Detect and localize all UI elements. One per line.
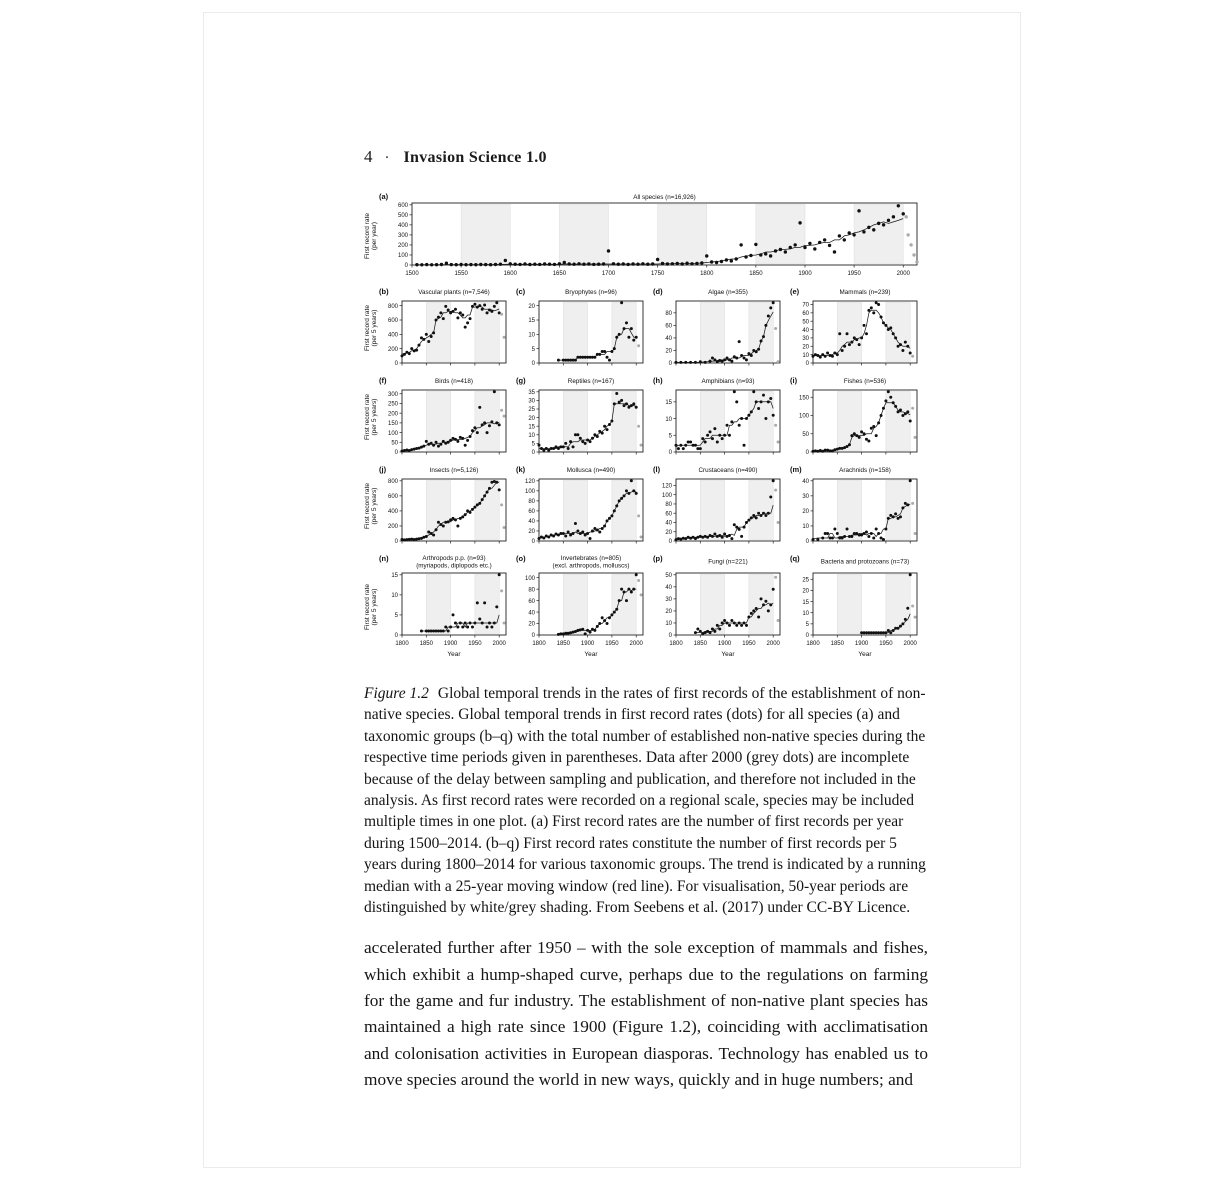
svg-text:0: 0: [805, 539, 809, 546]
page-content: [364, 13, 928, 1093]
figure-caption-label: Figure 1.2: [364, 685, 429, 702]
svg-text:5: 5: [531, 346, 535, 353]
svg-text:1950: 1950: [742, 641, 756, 647]
svg-text:1600: 1600: [503, 271, 517, 277]
panel-letter: (k): [516, 465, 526, 474]
panels-group: [378, 286, 926, 370]
svg-text:0: 0: [394, 361, 398, 368]
panel-subtitle: (myriapods, diplopods etc.): [416, 562, 492, 570]
svg-text:40: 40: [528, 519, 535, 526]
svg-text:1850: 1850: [693, 641, 707, 647]
svg-text:15: 15: [391, 573, 398, 580]
svg-text:10: 10: [528, 332, 535, 339]
panel-letter: (p): [653, 554, 663, 563]
svg-text:1800: 1800: [700, 271, 714, 277]
svg-text:40: 40: [665, 520, 672, 527]
svg-text:100: 100: [661, 492, 672, 499]
panel-a-chart: [378, 191, 926, 281]
panel-letter: (o): [516, 554, 526, 563]
running-header: [364, 147, 928, 167]
svg-text:1900: 1900: [717, 641, 732, 647]
svg-text:0: 0: [668, 539, 672, 546]
panel-letter: (n): [379, 554, 389, 563]
panel-letter: (b): [379, 287, 389, 296]
svg-text:200: 200: [387, 411, 398, 418]
x-axis-label: Year: [858, 651, 872, 658]
svg-text:600: 600: [387, 318, 398, 325]
svg-text:40: 40: [802, 327, 809, 334]
svg-text:1900: 1900: [580, 641, 595, 647]
panel-c-chart: [515, 286, 652, 370]
y-axis-rotated-label: First record rate (per 5 years): [364, 483, 378, 529]
svg-text:1800: 1800: [395, 641, 409, 647]
svg-text:10: 10: [665, 416, 672, 423]
svg-text:0: 0: [394, 450, 398, 457]
svg-text:1550: 1550: [454, 271, 468, 277]
svg-text:100: 100: [387, 430, 398, 437]
panel-n-chart: [378, 553, 515, 661]
svg-text:1950: 1950: [605, 641, 619, 647]
panel-e-chart: [789, 286, 926, 370]
svg-text:20: 20: [528, 621, 535, 628]
svg-text:200: 200: [387, 346, 398, 353]
panels-group: [378, 553, 926, 661]
svg-text:600: 600: [397, 203, 408, 210]
svg-text:0: 0: [668, 450, 672, 457]
svg-text:2000: 2000: [629, 641, 643, 647]
svg-text:200: 200: [387, 524, 398, 531]
x-axis-label: Year: [584, 651, 598, 658]
svg-text:1750: 1750: [650, 271, 665, 277]
panel-title: Reptiles (n=167): [567, 378, 615, 385]
figure-panels: [364, 191, 928, 661]
svg-text:50: 50: [391, 440, 398, 447]
svg-text:2000: 2000: [896, 271, 910, 277]
svg-text:60: 60: [528, 598, 535, 605]
svg-text:1900: 1900: [798, 271, 812, 277]
svg-text:1950: 1950: [847, 271, 861, 277]
panel-title: Mollusca (n=490): [566, 467, 616, 474]
svg-text:25: 25: [802, 577, 809, 584]
svg-text:1850: 1850: [556, 641, 570, 647]
svg-text:0: 0: [531, 450, 535, 457]
svg-text:10: 10: [802, 524, 809, 531]
svg-text:60: 60: [528, 509, 535, 516]
panel-title: Vascular plants (n=7,546): [418, 289, 490, 296]
svg-text:30: 30: [802, 336, 809, 343]
svg-text:300: 300: [387, 391, 398, 398]
svg-text:50: 50: [802, 431, 809, 438]
panel-row-3: [364, 375, 928, 459]
svg-text:1800: 1800: [669, 641, 683, 647]
svg-text:400: 400: [387, 509, 398, 516]
book-page: [203, 12, 1021, 1168]
svg-text:20: 20: [528, 415, 535, 422]
panel-i-chart: [789, 375, 926, 459]
panel-title: Amphibians (n=93): [701, 378, 755, 385]
svg-text:0: 0: [668, 633, 672, 640]
svg-text:35: 35: [528, 390, 535, 397]
svg-text:0: 0: [531, 361, 535, 368]
panel-title: Bacteria and protozoans (n=73): [820, 558, 910, 566]
panel-letter: (g): [516, 376, 526, 385]
y-axis-rotated-label: First record rate (per 5 years): [364, 305, 378, 351]
svg-text:1850: 1850: [830, 641, 844, 647]
svg-text:1950: 1950: [468, 641, 482, 647]
svg-text:0: 0: [531, 539, 535, 546]
svg-text:10: 10: [528, 433, 535, 440]
svg-text:20: 20: [802, 344, 809, 351]
panel-letter: (m): [790, 465, 802, 474]
svg-text:2000: 2000: [766, 641, 780, 647]
panel-j-chart: [378, 464, 515, 548]
svg-text:400: 400: [387, 332, 398, 339]
panel-title: Algae (n=355): [708, 289, 748, 296]
panel-letter: (j): [379, 465, 387, 474]
svg-text:20: 20: [665, 348, 672, 355]
svg-text:40: 40: [802, 479, 809, 486]
svg-text:80: 80: [665, 311, 672, 318]
svg-text:30: 30: [528, 398, 535, 405]
svg-text:800: 800: [387, 479, 398, 486]
panel-h-chart: [652, 375, 789, 459]
svg-text:600: 600: [387, 494, 398, 501]
y-axis-rotated-label: First record rate (per 5 years): [364, 584, 378, 630]
body-paragraph: accelerated further after 1950 – with the sole exception of mammals and fishes, which exhibit a hump-shaped curve, perhaps due to the regulations on farming for the game and fur industry. The establishment of non-native plant species has maintained a high rate since 1900 (Figure 1.2), coinciding with acclimatisation and colonisation activities in European diasporas. Technology has enabled us to move species around the world in new ways, quickly and in huge numbers; and: [364, 938, 928, 1089]
svg-text:30: 30: [665, 597, 672, 604]
panels-group: [378, 191, 926, 281]
svg-text:120: 120: [524, 479, 535, 486]
panel-k-chart: [515, 464, 652, 548]
panel-b-chart: [378, 286, 515, 370]
svg-text:1650: 1650: [552, 271, 567, 277]
svg-text:70: 70: [802, 302, 809, 309]
panel-title: Bryophytes (n=96): [565, 289, 617, 296]
svg-text:5: 5: [668, 433, 672, 440]
svg-text:20: 20: [528, 529, 535, 536]
panel-f-chart: [378, 375, 515, 459]
svg-text:15: 15: [528, 318, 535, 325]
svg-text:10: 10: [391, 593, 398, 600]
svg-text:100: 100: [798, 413, 809, 420]
figure-caption: [364, 683, 928, 918]
svg-text:80: 80: [528, 499, 535, 506]
svg-text:80: 80: [528, 587, 535, 594]
svg-text:0: 0: [805, 450, 809, 457]
svg-text:100: 100: [397, 253, 408, 260]
svg-text:30: 30: [802, 494, 809, 501]
svg-text:10: 10: [802, 610, 809, 617]
svg-text:20: 20: [802, 509, 809, 516]
panel-letter: (i): [790, 376, 798, 385]
svg-text:0: 0: [805, 361, 809, 368]
panel-d-chart: [652, 286, 789, 370]
svg-text:0: 0: [404, 263, 408, 270]
page-number: 4: [364, 147, 373, 166]
svg-text:1900: 1900: [854, 641, 869, 647]
svg-text:15: 15: [665, 400, 672, 407]
svg-text:40: 40: [665, 585, 672, 592]
svg-text:1500: 1500: [405, 271, 419, 277]
svg-text:250: 250: [387, 401, 398, 408]
svg-text:40: 40: [528, 610, 535, 617]
svg-text:10: 10: [802, 352, 809, 359]
x-axis-label: Year: [721, 651, 735, 658]
svg-text:0: 0: [805, 633, 809, 640]
svg-text:2000: 2000: [903, 641, 917, 647]
panel-title: Invertebrates (n=805): [560, 555, 622, 562]
svg-text:40: 40: [665, 336, 672, 343]
panel-letter: (h): [653, 376, 663, 385]
svg-text:150: 150: [798, 395, 809, 402]
svg-text:1800: 1800: [532, 641, 546, 647]
panel-letter: (e): [790, 287, 800, 296]
figure-caption-text: Global temporal trends in the rates of first records of the establishment of non-native species. Global temporal trends in first record rates (dots) for all species (a) and taxonomic groups (b–q) with the total number of established non-native species during the respective time periods given in parentheses. Data after 2000 (grey dots) are incomplete because of the delay between sampling and publication, and therefore not included in the analysis. As first record rates were recorded on a regional scale, species may be included multiple times in one plot. (a) First record rates are the number of first records per year during 1500–2014. (b–q) First record rates constitute the number of first records per 5 years during 1800–2014 for various taxonomic groups. The trend is indicated by a running median with a 25-year moving window (red line). For visualisation, 50-year periods are distinguished by white/grey shading. From Seebens et al. (2017) under CC-BY Licence.: [364, 685, 926, 917]
panel-row-4: [364, 464, 928, 548]
svg-text:300: 300: [397, 233, 408, 240]
svg-text:200: 200: [397, 243, 408, 250]
svg-text:400: 400: [397, 223, 408, 230]
panel-title: All species (n=16,926): [633, 194, 696, 201]
panels-group: [378, 375, 926, 459]
svg-text:1800: 1800: [806, 641, 820, 647]
panel-q-chart: [789, 553, 926, 661]
panel-letter: (f): [379, 376, 387, 385]
svg-text:20: 20: [528, 303, 535, 310]
svg-text:100: 100: [524, 575, 535, 582]
svg-text:800: 800: [387, 303, 398, 310]
svg-text:120: 120: [661, 483, 672, 490]
svg-text:0: 0: [394, 633, 398, 640]
svg-text:25: 25: [528, 407, 535, 414]
svg-text:1700: 1700: [601, 271, 616, 277]
svg-text:500: 500: [397, 213, 408, 220]
svg-text:60: 60: [665, 511, 672, 518]
svg-text:0: 0: [394, 539, 398, 546]
svg-text:15: 15: [528, 424, 535, 431]
svg-text:5: 5: [805, 622, 809, 629]
panel-m-chart: [789, 464, 926, 548]
svg-text:60: 60: [665, 323, 672, 330]
panel-row-2: [364, 286, 928, 370]
x-axis-label: Year: [447, 651, 461, 658]
svg-text:1850: 1850: [749, 271, 763, 277]
panel-letter: (c): [516, 287, 526, 296]
svg-text:20: 20: [665, 609, 672, 616]
panel-title: Crustaceans (n=490): [698, 467, 758, 474]
running-head-title: Invasion Science 1.0: [403, 149, 547, 166]
svg-text:5: 5: [531, 441, 535, 448]
panel-title: Fishes (n=536): [843, 378, 887, 385]
svg-text:100: 100: [524, 489, 535, 496]
svg-text:1850: 1850: [419, 641, 433, 647]
svg-text:20: 20: [802, 588, 809, 595]
panel-o-chart: [515, 553, 652, 661]
panel-row-5: [364, 553, 928, 661]
svg-text:2000: 2000: [492, 641, 506, 647]
panel-l-chart: [652, 464, 789, 548]
svg-text:15: 15: [802, 599, 809, 606]
panel-title: Insects (n=5,126): [429, 467, 479, 474]
panel-title: Fungi (n=221): [708, 558, 748, 566]
svg-text:50: 50: [802, 319, 809, 326]
figure-1-2: [364, 191, 928, 661]
panel-letter: (q): [790, 554, 800, 563]
svg-text:80: 80: [665, 502, 672, 509]
svg-text:1950: 1950: [879, 641, 893, 647]
panels-group: [378, 464, 926, 548]
svg-text:1900: 1900: [443, 641, 458, 647]
svg-text:50: 50: [665, 573, 672, 580]
svg-text:5: 5: [394, 613, 398, 620]
panel-letter: (l): [653, 465, 661, 474]
y-axis-rotated-label: First record rate (per 5 years): [364, 394, 378, 440]
svg-text:20: 20: [665, 529, 672, 536]
panel-title: Birds (n=418): [435, 378, 473, 385]
svg-text:0: 0: [668, 361, 672, 368]
panel-subtitle: (excl. arthropods, molluscs): [552, 562, 630, 570]
svg-text:60: 60: [802, 311, 809, 318]
svg-text:10: 10: [665, 621, 672, 628]
panel-g-chart: [515, 375, 652, 459]
panel-row-1: [364, 191, 928, 281]
svg-text:150: 150: [387, 421, 398, 428]
svg-text:0: 0: [531, 633, 535, 640]
header-separator-dot: ·: [384, 150, 390, 166]
panel-letter: (d): [653, 287, 663, 296]
panel-title: Mammals (n=239): [839, 289, 891, 296]
panel-title: Arachnids (n=158): [839, 467, 891, 474]
panel-title: Arthropods p.p. (n=93): [422, 555, 486, 562]
panel-letter: (a): [379, 192, 389, 201]
panel-p-chart: [652, 553, 789, 661]
y-axis-rotated-label: First record rate (per year): [364, 213, 378, 259]
